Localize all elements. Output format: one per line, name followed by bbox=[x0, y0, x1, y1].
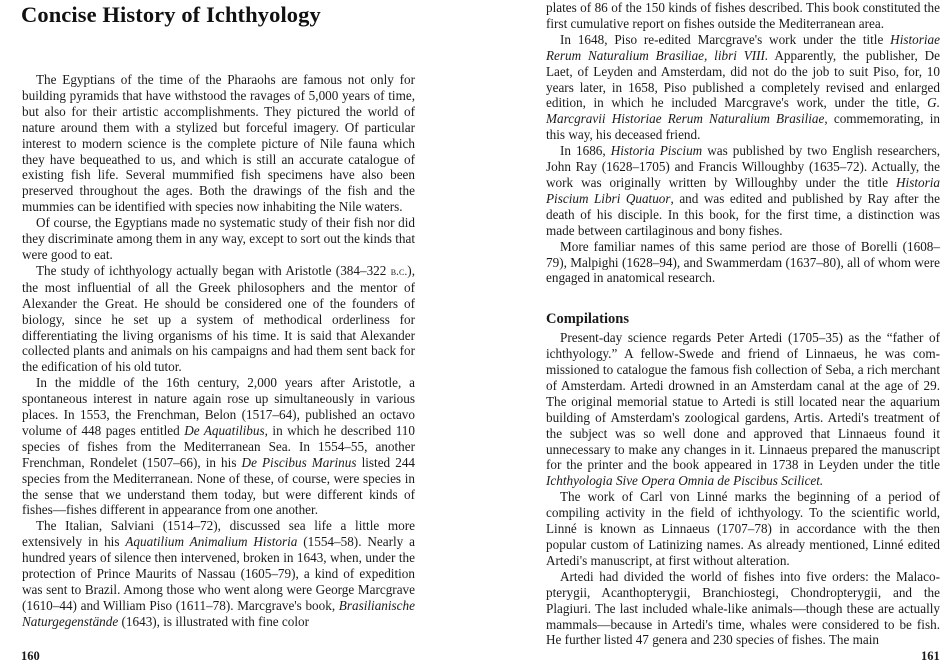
left-page-body bbox=[22, 72, 415, 630]
text-segment: , and was edited and published by Ray after the death of his disciple. In this book, for the first time, a distinction was made between cartilaginous and bony fishes. bbox=[546, 190, 940, 238]
italic-title: Ichthyologia Sive Opera Omnia de Piscibus Scilicet. bbox=[546, 473, 824, 489]
text-segment: Apparently, the publisher, De Laet, of Leyden and Amsterdam, did not do the job to suit Piso, for, 10 years later, in 1658, Piso published a completely revised and enlarged edition, in which he included Marcgrave's work, under the title, bbox=[546, 47, 940, 111]
italic-title: Aquatilium Animalium Historia bbox=[125, 534, 298, 550]
italic-title: G. Marcgravii Historiae Rerum Naturalium Brasiliae bbox=[546, 95, 940, 127]
italic-title: Historia Piscium Libri Quatuor bbox=[546, 174, 940, 206]
paragraph bbox=[546, 569, 940, 649]
text-segment: Of course, the Egyptians made no systematic study of their fish nor did they discriminate among them in any way, except to sort out the kinds that were good to eat. bbox=[22, 215, 415, 262]
text-segment: , commemorating, in this way, his deceased friend. bbox=[546, 111, 940, 143]
paragraph bbox=[22, 518, 415, 629]
text-segment: was published by two English researchers, John Ray (1628–1705) and Francis Willoughby (1635–72). Actually, the work was originally written by Willoughby under the title bbox=[546, 143, 941, 190]
small-caps-text: b.c. bbox=[390, 263, 408, 278]
paragraph bbox=[546, 489, 940, 569]
paragraph bbox=[22, 375, 415, 518]
section-heading-compilations: Compilations bbox=[546, 311, 629, 328]
text-segment: (1554–58). Nearly a hundred years of silence then intervened, broken in 1643, when, under the protection of Prince Maurits of Nassau (1605–79), a kind of expedition was sent to Brazil. Among those who went along were George Marcgrave (1610–44) and William Piso (1611–78). Marcgrave's book, bbox=[22, 534, 416, 613]
text-segment: Present-day science regards Peter Artedi (1705–35) as the “father of ichthyology.” A fellow-Swede and friend of Linnaeus, he was commissioned to catalogue the famous fish collection of Seba, a rich merchant of Amsterdam. Artedi drowned in an Amsterdam canal at the age of 29. The original memorial statue to Artedi is still located near the aquarium building of Amsterdam's zoological gardens, Artis. Artedi's treatment of the subject was so well done and approved that Linnaeus found it unnecessary to make any changes in it. Linnaeus prepared the manuscript for the printer and the book appeared in 1738 in Leyden under the title bbox=[546, 330, 940, 473]
text-segment: The Egyptians of the time of the Pharaohs are famous not only for building pyramids that have withstood the ravages of 5,000 years of time, but also for their artistic accomplishments. They pictured the world of nature around them with a stylized but forceful imagery. Of particular interest to modern science is the complete picture of Nile fauna which they have bequeathed to us, and which is still an accurate catalogue of existing fish life. Several mummified fish specimens have also been preserved throughout the ages. Both the drawings of the fish and the mummies can be identified with species now inhabiting the Nile waters. bbox=[22, 72, 415, 215]
italic-title: Historia Piscium bbox=[610, 143, 703, 159]
text-segment: In the middle of the 16th century, 2,000 years after Aristotle, a spontaneous interest in nature again rose up simultaneously in various places. In 1553, the Frenchman, Belon (1517–64), published an octavo volume of 448 pages entitled bbox=[22, 375, 415, 438]
text-segment: , in which he described 110 species of fishes from the Mediterranean Sea. In 1554–55, another Frenchman, Rondelet (1507–66), in his bbox=[22, 422, 415, 470]
text-segment: More familiar names of this same period are those of Borelli (1608–79), Malpighi (1628–94), and Swammerdam (1637–80), all of whom were engaged in anatomical research. bbox=[546, 238, 940, 286]
paragraph bbox=[22, 72, 415, 215]
paragraph bbox=[22, 263, 415, 375]
text-segment: In 1686, bbox=[560, 143, 611, 159]
text-segment: The work of Carl von Linné marks the beginning of a period of compiling activity in the field of ichthyology. To the scientific world, Linné is known as Linnaeus (1707–78) in accordance with the then popular custom of Latinizing names. As already mentioned, Linné edited Artedi's manuscript, at first without alteration. bbox=[546, 489, 940, 568]
paragraph bbox=[546, 239, 940, 287]
text-segment: The study of ichthyology actually began with Aristotle (384–322 bbox=[36, 262, 391, 278]
page-number-left: 160 bbox=[21, 649, 40, 663]
paragraph bbox=[22, 215, 415, 263]
text-segment: In 1648, Piso re-edited Marcgrave's work under the title bbox=[560, 31, 891, 47]
paragraph bbox=[546, 0, 940, 32]
text-segment: listed 244 species from the Mediterranean. None of these, of course, were species in the sense that we understand them today, but were different kinds of fishes—fishes different in appearance from one another. bbox=[22, 454, 416, 518]
paragraph bbox=[546, 330, 940, 489]
italic-title: De Piscibus Marinus bbox=[241, 454, 357, 470]
chapter-title: Concise History of Ichthyology bbox=[21, 2, 321, 27]
right-page-body bbox=[546, 0, 940, 648]
page-number-right: 161 bbox=[921, 649, 940, 663]
italic-title: Historiae Rerum Naturalium Brasiliae, libri VIII. bbox=[546, 31, 940, 63]
right-paragraphs-before-heading bbox=[546, 0, 940, 286]
text-segment: plates of 86 of the 150 kinds of fishes described. This book constituted the first cumulative report on fishes outside the Mediterranean area. bbox=[546, 0, 940, 31]
right-paragraphs-after-heading bbox=[546, 330, 940, 648]
italic-title: De Aquatilibus bbox=[184, 422, 265, 438]
paragraph bbox=[546, 143, 940, 238]
left-page bbox=[0, 0, 474, 672]
italic-title: Brasilianische Naturgegenstände bbox=[22, 597, 415, 629]
text-segment: (1643), is illustrated with fine color bbox=[118, 613, 310, 629]
text-segment: ), the most influential of all the Greek philosophers and the mentor of Alexander the Great. He should be considered one of the founders of biology, since he set up a system of methodical orderliness for differentiating the living organisms of his time. It is said that Alexander collected plants and animals on his campaigns and had them sent back for the edification of his old tutor. bbox=[22, 262, 415, 375]
right-page bbox=[475, 0, 949, 672]
text-segment: Artedi had divided the world of fishes into five orders: the Malacopterygii, Acanthopterygii, Branchiostegi, Chondropterygii, and the Plagiuri. The last included whale-like animals—though these are actually mammals—because in Artedi's time, whales were considered to be fish. He further listed 47 genera and 230 species of fishes. The main bbox=[546, 568, 940, 648]
text-segment: The Italian, Salviani (1514–72), discussed sea life a little more extensively in his bbox=[22, 518, 415, 550]
paragraph bbox=[546, 32, 940, 143]
